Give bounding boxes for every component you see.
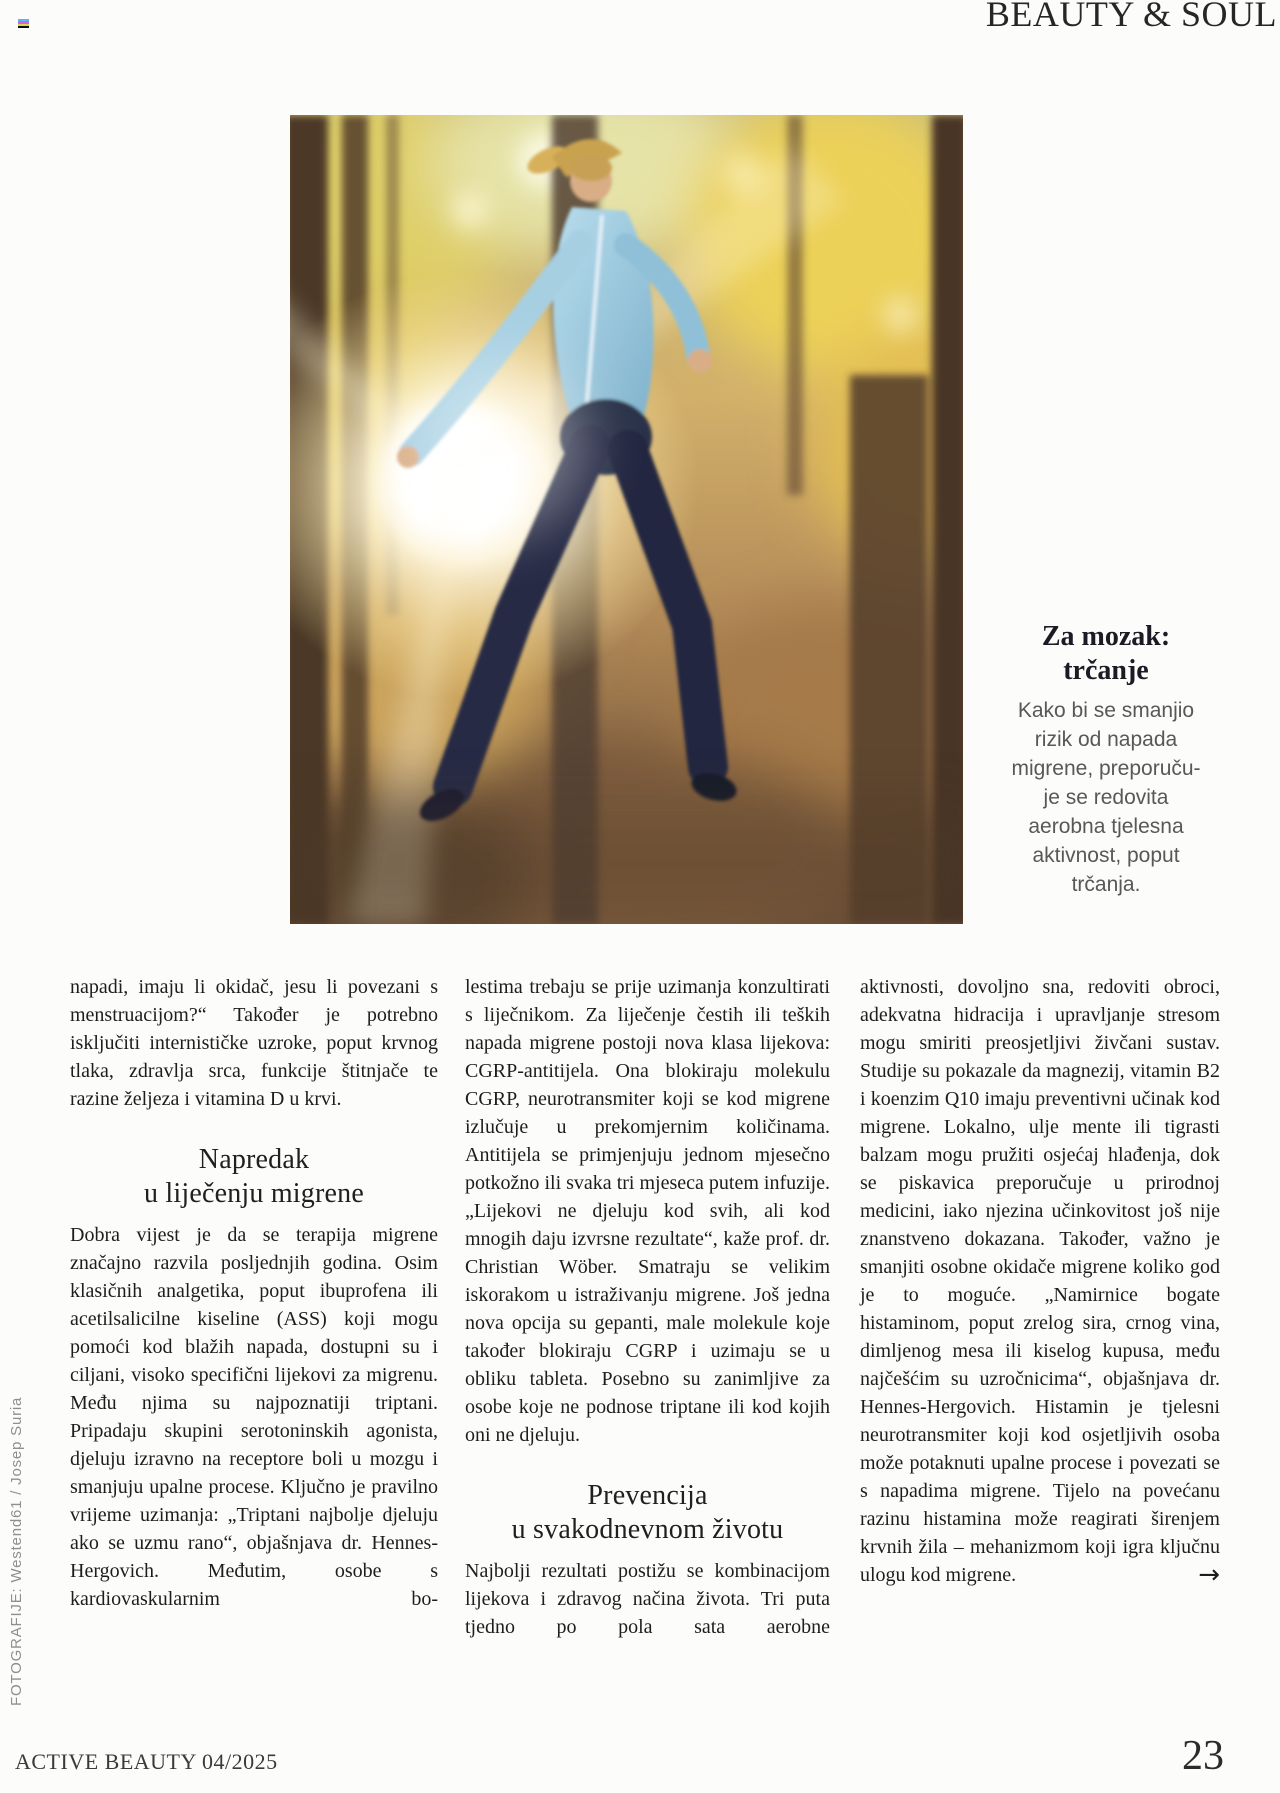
footer-magazine-issue: ACTIVE BEAUTY 04/2025 xyxy=(15,1749,278,1774)
text-line: aerobna tjelesna xyxy=(1028,815,1184,838)
caption-body xyxy=(1000,696,1212,899)
section-header: BEAUTY & SOUL xyxy=(985,0,1277,34)
runner-photo-illustration xyxy=(290,115,963,924)
text-line: rizik od napada xyxy=(1034,728,1178,751)
body-paragraph: Najbolji rezultati postižu se kombinacijom lijekova i zdravog načina života. Tri puta tjedno po pola sata aerobne xyxy=(465,1560,830,1638)
text-line: je se redovita xyxy=(1043,786,1169,809)
body-paragraph: lestima trebaju se prije uzimanja konzultirati s liječnikom. Za liječenje čestih ili teških napada migrene postoji nova klasa lijekova: CGRP-antitijela. Ona blokiraju molekulu CGRP, neurotransmiter koji se kod migrene izlučuje u prekomjernim količinama. Antitijela se primjenjuju jednom mjesečno potkožno ili svaka tri mjeseca putem infuzije. „Lijekovi ne djeluju kod svih, ali kod mnogih daju izvrsne rezultate“, kaže prof. dr. Christian Wöber. Smatraju se velikim iskorakom u istraživanju migrene. Još jedna nova opcija su gepanti, male molekule koje također blokiraju CGRP i uzimaju se u obliku tableta. Posebno su zanimljive za osobe koje ne podnose triptane ili kod kojih oni ne djeluju. xyxy=(465,976,830,1446)
continuation-arrow-icon: → xyxy=(1198,1560,1220,1590)
body-paragraph: napadi, imaju li okidač, jesu li povezani s menstruacijom?“ Također je potrebno isključiti internističke uzroke, poput krvnog tlaka, zdravlja srca, funkcije štitnjače te razine željeza i vitamina D u krvi. xyxy=(70,976,438,1110)
text-line: Za mozak: xyxy=(1041,621,1171,652)
text-line: migrene, preporuču- xyxy=(1011,757,1201,780)
photo-caption xyxy=(1000,620,1212,899)
article-column-1 xyxy=(70,973,438,1641)
text-line: aktivnost, poput xyxy=(1032,844,1180,867)
runner-photo xyxy=(290,115,963,924)
text-line: trčanja. xyxy=(1071,873,1141,896)
text-line: trčanje xyxy=(1063,655,1149,686)
color-registration-mark-icon xyxy=(18,19,29,28)
body-paragraph: aktivnosti, dovoljno sna, redoviti obroci, adekvatna hidracija i upravljanje stresom mogu smiriti preosjetljivi živčani sustav. Studije su pokazale da magnezij, vitamin B2 i koenzim Q10 imaju preventivni učinak kod migrene. Lokalno, ulje mente ili tigrasti balzam mogu pružiti osjećaj hlađenja, dok se piskavica preporučuje u prirodnoj medicini, iako njezina učinkovitost još nije znanstveno dokazana. Također, važno je smanjiti osobne okidače migrene koliko god je to moguće. „Namirnice bogate histaminom, poput zrelog sira, crnog vina, dimljenog mesa ili kiselog kupusa, među najčešćim su uzročnicima“, objašnjava dr. Hennes-Hergovich. Histamin je tjelesni neurotransmiter koji kod osjetljivih osoba može potaknuti upalne procese i povezati se s napadima migrene. Tijelo na povećanu razinu histamina može reagirati širenjem krvnih žila – mehanizmom koji igra ključnu ulogu kod migrene. → xyxy=(860,976,1220,1590)
column-subheading: Napredak u liječenju migrene xyxy=(144,1144,364,1209)
footer-page-number: 23 xyxy=(1182,1733,1224,1779)
body-paragraph: Dobra vijest je da se terapija migrene značajno razvila posljednjih godina. Osim klasičnih analgetika, poput ibuprofena ili acetilsalicilne kiseline (ASS) koji mogu pomoći kod blažih napada, dostupni su i ciljani, visoko specifični lijekovi za migrenu. Među njima su najpoznatiji triptani. Pripadaju skupini serotoninskih agonista, djeluju izravno na receptore boli u mozgu i smanjuju upalne procese. Ključno je pravilno vrijeme uzimanja: „Triptani najbolje djeluju ako se uzmu rano“, objašnjava dr. Hennes-Hergovich. Međutim, osobe s kardiovaskularnim bo- xyxy=(70,1224,438,1610)
article-column-3 xyxy=(860,973,1220,1641)
article-column-2 xyxy=(465,973,830,1641)
text-line: Kako bi se smanjio xyxy=(1017,699,1195,722)
photo-credit: FOTOGRAFIJE: Westend61 / Josep Suria xyxy=(8,1396,25,1706)
caption-title xyxy=(1000,620,1212,688)
column-subheading: Prevencija u svakodnevnom životu xyxy=(511,1480,784,1545)
article-columns xyxy=(70,973,1220,1641)
